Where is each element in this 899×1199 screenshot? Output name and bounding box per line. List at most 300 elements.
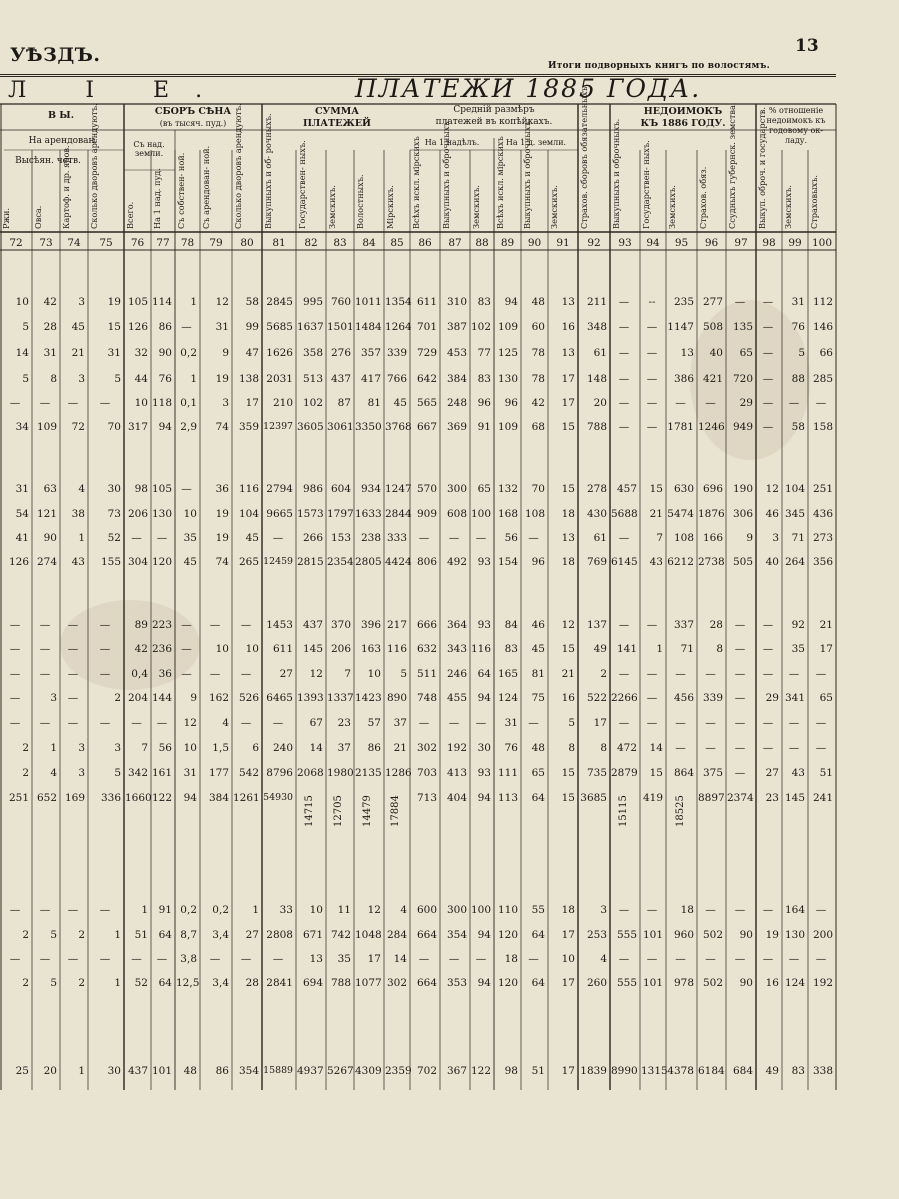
table-cell: 73	[107, 508, 121, 520]
table-cell: 5	[22, 321, 29, 333]
table-cell: 421	[702, 373, 723, 385]
table-cell: 890	[386, 692, 407, 704]
table-cell: 437	[330, 373, 351, 385]
table-cell: 72	[71, 421, 85, 433]
table-cell: 130	[784, 929, 805, 941]
column-number: 87	[448, 237, 462, 249]
table-cell: —	[788, 397, 800, 409]
table-cell: 526	[238, 692, 259, 704]
table-cell: 333	[386, 532, 407, 544]
table-cell: 337	[673, 619, 694, 631]
table-cell: 356	[812, 556, 833, 568]
table-cell: 2794	[266, 483, 293, 495]
table-cell: —	[9, 397, 21, 409]
table-cell: 84	[504, 619, 518, 631]
table-cell: 49	[765, 1065, 779, 1077]
table-cell: 3,8	[180, 953, 197, 965]
table-cell: 71	[791, 532, 805, 544]
column-header: Выкупныхъ и оброчныхъ.	[522, 118, 532, 229]
table-cell: 4	[50, 767, 57, 779]
table-cell: 45	[245, 532, 259, 544]
column-number: 83	[333, 237, 347, 249]
table-cell: 1	[190, 296, 197, 308]
table-cell: 1	[78, 1065, 85, 1077]
table-cell: 375	[702, 767, 723, 779]
table-cell: —	[705, 717, 716, 729]
table-cell: 35	[337, 953, 351, 965]
table-cell: 4	[78, 483, 85, 495]
table-cell: 146	[812, 321, 833, 333]
table-cell: 260	[586, 977, 607, 989]
table-cell: 94	[504, 296, 518, 308]
table-cell: 16	[561, 321, 575, 333]
table-cell: 4378	[667, 1065, 694, 1077]
table-cell: —	[646, 904, 658, 916]
table-cell: 21	[393, 742, 407, 754]
table-cell: —	[67, 619, 79, 631]
table-cell: 3,4	[212, 929, 229, 941]
table-cell: 15	[649, 767, 663, 779]
table-cell: 6465	[266, 692, 293, 704]
table-cell: 909	[416, 508, 437, 520]
table-cell: 111	[497, 767, 518, 779]
table-cell: 251	[812, 483, 833, 495]
table-cell: —	[646, 347, 658, 359]
table-cell: 766	[386, 373, 407, 385]
table-cell: —	[734, 296, 746, 308]
group-v-y: В Ы.	[47, 110, 75, 121]
table-cell: —	[9, 717, 21, 729]
table-cell: 1247	[385, 483, 412, 495]
table-cell: 1261	[233, 792, 260, 804]
table-cell: 339	[386, 347, 407, 359]
table-cell: 1147	[667, 321, 694, 333]
table-cell: 120	[497, 977, 518, 989]
table-cell: 6	[252, 742, 259, 754]
table-cell: 1797	[327, 508, 354, 520]
table-cell: 210	[272, 397, 293, 409]
table-cell: 58	[791, 421, 805, 433]
table-cell: 3	[78, 296, 85, 308]
table-cell: 68	[531, 421, 545, 433]
table-cell: 23	[765, 792, 779, 804]
table-cell: —	[734, 643, 746, 655]
table-cell: 98	[134, 483, 148, 495]
table-cell: 600	[416, 904, 437, 916]
table-cell: 1	[114, 929, 121, 941]
table-cell: 145	[784, 792, 805, 804]
table-cell: 61	[593, 347, 607, 359]
table-cell: 436	[812, 508, 833, 520]
table-cell: 98	[504, 1065, 518, 1077]
table-cell: —	[734, 619, 746, 631]
table-cell: 284	[386, 929, 407, 941]
table-cell: 522	[586, 692, 607, 704]
table-cell: 2266	[611, 692, 638, 704]
table-cell: 0,1	[180, 397, 197, 409]
column-number: 85	[390, 237, 404, 249]
table-cell: 43	[791, 767, 805, 779]
table-cell: 8	[50, 373, 57, 385]
table-cell: 1633	[355, 508, 382, 520]
table-cell: 694	[302, 977, 323, 989]
table-cell: —	[675, 668, 686, 680]
table-cell: 13	[561, 347, 575, 359]
table-cell: 2841	[266, 977, 293, 989]
table-cell: —	[762, 742, 774, 754]
table-cell: 11	[337, 904, 351, 916]
table-cell: 165	[497, 668, 518, 680]
table-cell: 118	[152, 397, 173, 409]
table-cell: 35	[183, 532, 197, 544]
table-cell: 102	[471, 321, 492, 333]
table-cell: 44	[134, 373, 148, 385]
table-cell: 76	[158, 373, 172, 385]
table-cell: —	[240, 953, 252, 965]
table-cell: 358	[302, 347, 323, 359]
table-cell: 65	[819, 692, 833, 704]
table-cell: —	[734, 692, 746, 704]
table-cell: 302	[416, 742, 437, 754]
table-cell: 93	[477, 767, 491, 779]
column-header: Съ собствен- ной.	[176, 152, 186, 229]
table-cell: 2805	[355, 556, 382, 568]
table-cell: 13	[309, 953, 323, 965]
table-cell: --	[648, 296, 656, 308]
table-cell: 112	[812, 296, 833, 308]
table-cell: 101	[642, 929, 663, 941]
table-cell: —	[448, 717, 460, 729]
table-cell: 177	[208, 767, 229, 779]
table-cell: 9	[746, 532, 753, 544]
table-cell: —	[788, 668, 800, 680]
table-cell: 78	[531, 347, 545, 359]
table-cell: 31	[215, 321, 229, 333]
table-cell: 8	[568, 742, 575, 754]
table-cell: 92	[791, 619, 805, 631]
table-cell: 65	[531, 767, 545, 779]
table-cell: —	[618, 296, 630, 308]
table-cell: 384	[446, 373, 467, 385]
table-cell: 64	[158, 977, 172, 989]
table-cell: 2,9	[180, 421, 197, 433]
table-cell: 81	[367, 397, 381, 409]
table-cell: 132	[497, 483, 518, 495]
column-header: Выкуп. оброч. и государств.	[757, 107, 767, 229]
table-cell: 137	[586, 619, 607, 631]
column-number: 90	[527, 237, 542, 249]
table-cell: —	[675, 742, 686, 754]
table-cell: 15	[561, 483, 575, 495]
table-cell: —	[618, 668, 630, 680]
table-cell: 40	[765, 556, 779, 568]
table-cell: 12	[183, 717, 197, 729]
table-cell: —	[675, 953, 686, 965]
table-cell: —	[99, 643, 111, 655]
table-cell: 13	[680, 347, 694, 359]
table-cell: —	[762, 373, 774, 385]
column-header: Земскихъ.	[471, 185, 481, 229]
table-cell: 144	[152, 692, 173, 704]
table-cell: 204	[127, 692, 148, 704]
table-cell: —	[99, 717, 111, 729]
table-cell: 251	[8, 792, 29, 804]
table-cell: —	[646, 668, 658, 680]
table-cell: 161	[152, 767, 173, 779]
table-cell: 508	[702, 321, 723, 333]
table-cell: 2	[78, 929, 85, 941]
page-number: 13	[795, 36, 819, 56]
table-cell: 130	[152, 508, 173, 520]
table-cell: 65	[477, 483, 491, 495]
table-cell: 86	[367, 742, 381, 754]
table-cell: —	[618, 421, 630, 433]
table-cell: 126	[8, 556, 29, 568]
table-cell: 6212	[667, 556, 694, 568]
table-cell: —	[209, 619, 221, 631]
page-subtitle: Итоги подворныхъ книгъ по волостямъ.	[548, 61, 770, 71]
table-cell: 664	[416, 977, 437, 989]
table-cell: 48	[531, 742, 545, 754]
table-cell: —	[618, 397, 630, 409]
table-cell: 666	[416, 619, 437, 631]
table-cell: 2	[22, 977, 29, 989]
table-cell: 14	[15, 347, 29, 359]
table-cell: 472	[616, 742, 637, 754]
table-cell: 17	[367, 953, 381, 965]
table-cell: 2031	[266, 373, 293, 385]
table-cell: 986	[302, 483, 323, 495]
table-cell: 306	[732, 508, 753, 520]
column-header: Земскихъ.	[667, 185, 677, 229]
table-cell: —	[646, 397, 658, 409]
table-cell: 31	[183, 767, 197, 779]
table-cell: —	[734, 668, 746, 680]
table-cell: —	[9, 692, 21, 704]
table-cell: —	[475, 532, 487, 544]
table-cell: 18	[561, 904, 575, 916]
table-cell: 37	[393, 717, 407, 729]
table-cell: —	[240, 619, 252, 631]
column-number: 94	[646, 237, 660, 249]
table-cell: —	[815, 397, 827, 409]
table-cell: 99	[245, 321, 259, 333]
table-cell: —	[181, 668, 192, 680]
table-cell: 2879	[611, 767, 638, 779]
table-cell: 1	[252, 904, 259, 916]
table-cell: 122	[471, 1065, 492, 1077]
table-cell: —	[705, 668, 716, 680]
table-cell: —	[99, 619, 111, 631]
table-cell: 253	[586, 929, 607, 941]
table-cell: 354	[238, 1065, 259, 1077]
table-cell: 14	[649, 742, 663, 754]
table-cell: 13	[561, 296, 575, 308]
table-cell: 28	[245, 977, 259, 989]
table-cell: 155	[100, 556, 121, 568]
table-cell: 0,2	[180, 904, 197, 916]
table-cell: 2	[22, 742, 29, 754]
table-cell: 3	[78, 373, 85, 385]
table-cell: —	[646, 717, 658, 729]
table-cell: 56	[504, 532, 518, 544]
table-cell: 1,5	[212, 742, 229, 754]
group-vysyan: Высѣян. четв.	[15, 156, 81, 166]
column-number: 74	[67, 237, 81, 249]
table-cell: 31	[791, 296, 805, 308]
table-cell: 5685	[266, 321, 293, 333]
column-number: 97	[734, 237, 748, 249]
table-cell: 15	[561, 792, 575, 804]
table-cell: 17	[561, 1065, 575, 1077]
table-cell: 54930	[263, 792, 293, 803]
table-cell: —	[39, 619, 51, 631]
table-cell: 10	[561, 953, 575, 965]
table-cell: —	[646, 321, 658, 333]
column-header: Земскихъ.	[549, 185, 559, 229]
table-cell: 502	[702, 929, 723, 941]
table-cell: —	[646, 373, 658, 385]
column-number: 72	[9, 237, 23, 249]
table-cell: 12397	[263, 421, 293, 432]
table-cell: 46	[531, 619, 545, 631]
table-cell: 17	[245, 397, 259, 409]
table-cell: —	[67, 717, 79, 729]
table-cell: 102	[302, 397, 323, 409]
table-cell: 64	[531, 929, 545, 941]
table-cell: 0,4	[131, 668, 148, 680]
table-cell: 5688	[611, 508, 638, 520]
group-na-1-nadel: На 1 надѣлъ.	[424, 138, 480, 147]
table-cell: 101	[642, 977, 663, 989]
table-cell: 41	[15, 532, 29, 544]
table-cell: —	[9, 953, 21, 965]
table-cell: —	[734, 904, 746, 916]
table-cell: 21	[649, 508, 663, 520]
table-cell: 35	[791, 643, 805, 655]
table-cell: 570	[416, 483, 437, 495]
table-cell: 28	[43, 321, 57, 333]
table-cell: 12	[309, 668, 323, 680]
table-cell: 169	[64, 792, 85, 804]
table-cell: 4	[222, 717, 229, 729]
table-cell: 145	[302, 643, 323, 655]
table-cell: 457	[616, 483, 637, 495]
table-cell: 55	[531, 904, 545, 916]
table-cell: 1354	[385, 296, 412, 308]
table-cell: —	[475, 953, 487, 965]
table-cell: 369	[446, 421, 467, 433]
table-cell: 788	[586, 421, 607, 433]
table-cell: 38	[71, 508, 85, 520]
table-cell: 42	[43, 296, 57, 308]
table-cell: 345	[784, 508, 805, 520]
table-cell: 113	[497, 792, 518, 804]
table-cell: —	[618, 619, 630, 631]
table-cell: 76	[504, 742, 518, 754]
table-cell: —	[181, 321, 192, 333]
table-cell: 42	[531, 397, 545, 409]
table-cell: 404	[446, 792, 467, 804]
table-cell: 5	[50, 977, 57, 989]
band-letters: Л І Е.	[8, 78, 229, 103]
table-cell: 48	[531, 296, 545, 308]
table-cell: —	[815, 668, 827, 680]
column-header: Государствен- ныхъ.	[297, 140, 307, 229]
table-cell: 246	[446, 668, 467, 680]
table-cell: 1	[656, 643, 663, 655]
table-cell: 76	[791, 321, 805, 333]
column-header: Ссудныхъ губернск. земства.	[727, 102, 737, 229]
table-cell: —	[762, 643, 774, 655]
column-number: 96	[704, 237, 719, 249]
table-cell: 17884	[390, 795, 401, 827]
table-cell: —	[99, 668, 111, 680]
table-cell: 19	[765, 929, 779, 941]
table-cell: 138	[238, 373, 259, 385]
table-cell: 17	[561, 929, 575, 941]
table-cell: 8897	[698, 792, 725, 804]
table-cell: 342	[127, 767, 148, 779]
group-na-arendovan: На арендован.	[28, 136, 98, 146]
table-cell: —	[240, 668, 252, 680]
table-cell: 455	[446, 692, 467, 704]
table-cell: 1	[190, 373, 197, 385]
table-cell: —	[67, 397, 79, 409]
table-cell: 77	[477, 347, 491, 359]
column-header: Земскихъ.	[783, 185, 793, 229]
table-cell: 276	[330, 347, 351, 359]
table-cell: 3061	[327, 421, 354, 433]
table-cell: 417	[360, 373, 381, 385]
table-cell: 61	[593, 532, 607, 544]
table-cell: 86	[158, 321, 172, 333]
table-cell: —	[272, 717, 284, 729]
table-cell: 110	[497, 904, 518, 916]
table-cell: 4424	[385, 556, 412, 568]
table-cell: 19	[215, 532, 229, 544]
table-cell: 671	[302, 929, 323, 941]
table-cell: 300	[446, 483, 467, 495]
table-cell: 2354	[327, 556, 354, 568]
table-cell: 206	[127, 508, 148, 520]
column-header: На 1 над. пуд.	[152, 168, 162, 229]
table-cell: 353	[446, 977, 467, 989]
table-cell: 386	[673, 373, 694, 385]
table-cell: 60	[531, 321, 545, 333]
table-cell: 7	[344, 668, 351, 680]
table-cell: —	[272, 532, 284, 544]
table-cell: 235	[673, 296, 694, 308]
table-cell: 769	[586, 556, 607, 568]
table-cell: 343	[446, 643, 467, 655]
column-number: 91	[556, 237, 570, 249]
table-cell: 126	[127, 321, 148, 333]
table-cell: 565	[416, 397, 437, 409]
table-cell: —	[528, 717, 539, 729]
table-cell: 20	[593, 397, 607, 409]
table-cell: 788	[330, 977, 351, 989]
table-cell: —	[131, 532, 142, 544]
table-cell: 9665	[266, 508, 293, 520]
table-cell: 960	[673, 929, 694, 941]
table-cell: 1	[114, 977, 121, 989]
table-cell: 51	[134, 929, 148, 941]
table-cell: 3	[114, 742, 121, 754]
table-cell: 238	[360, 532, 381, 544]
table-cell: 54	[15, 508, 29, 520]
table-cell: 33	[279, 904, 293, 916]
